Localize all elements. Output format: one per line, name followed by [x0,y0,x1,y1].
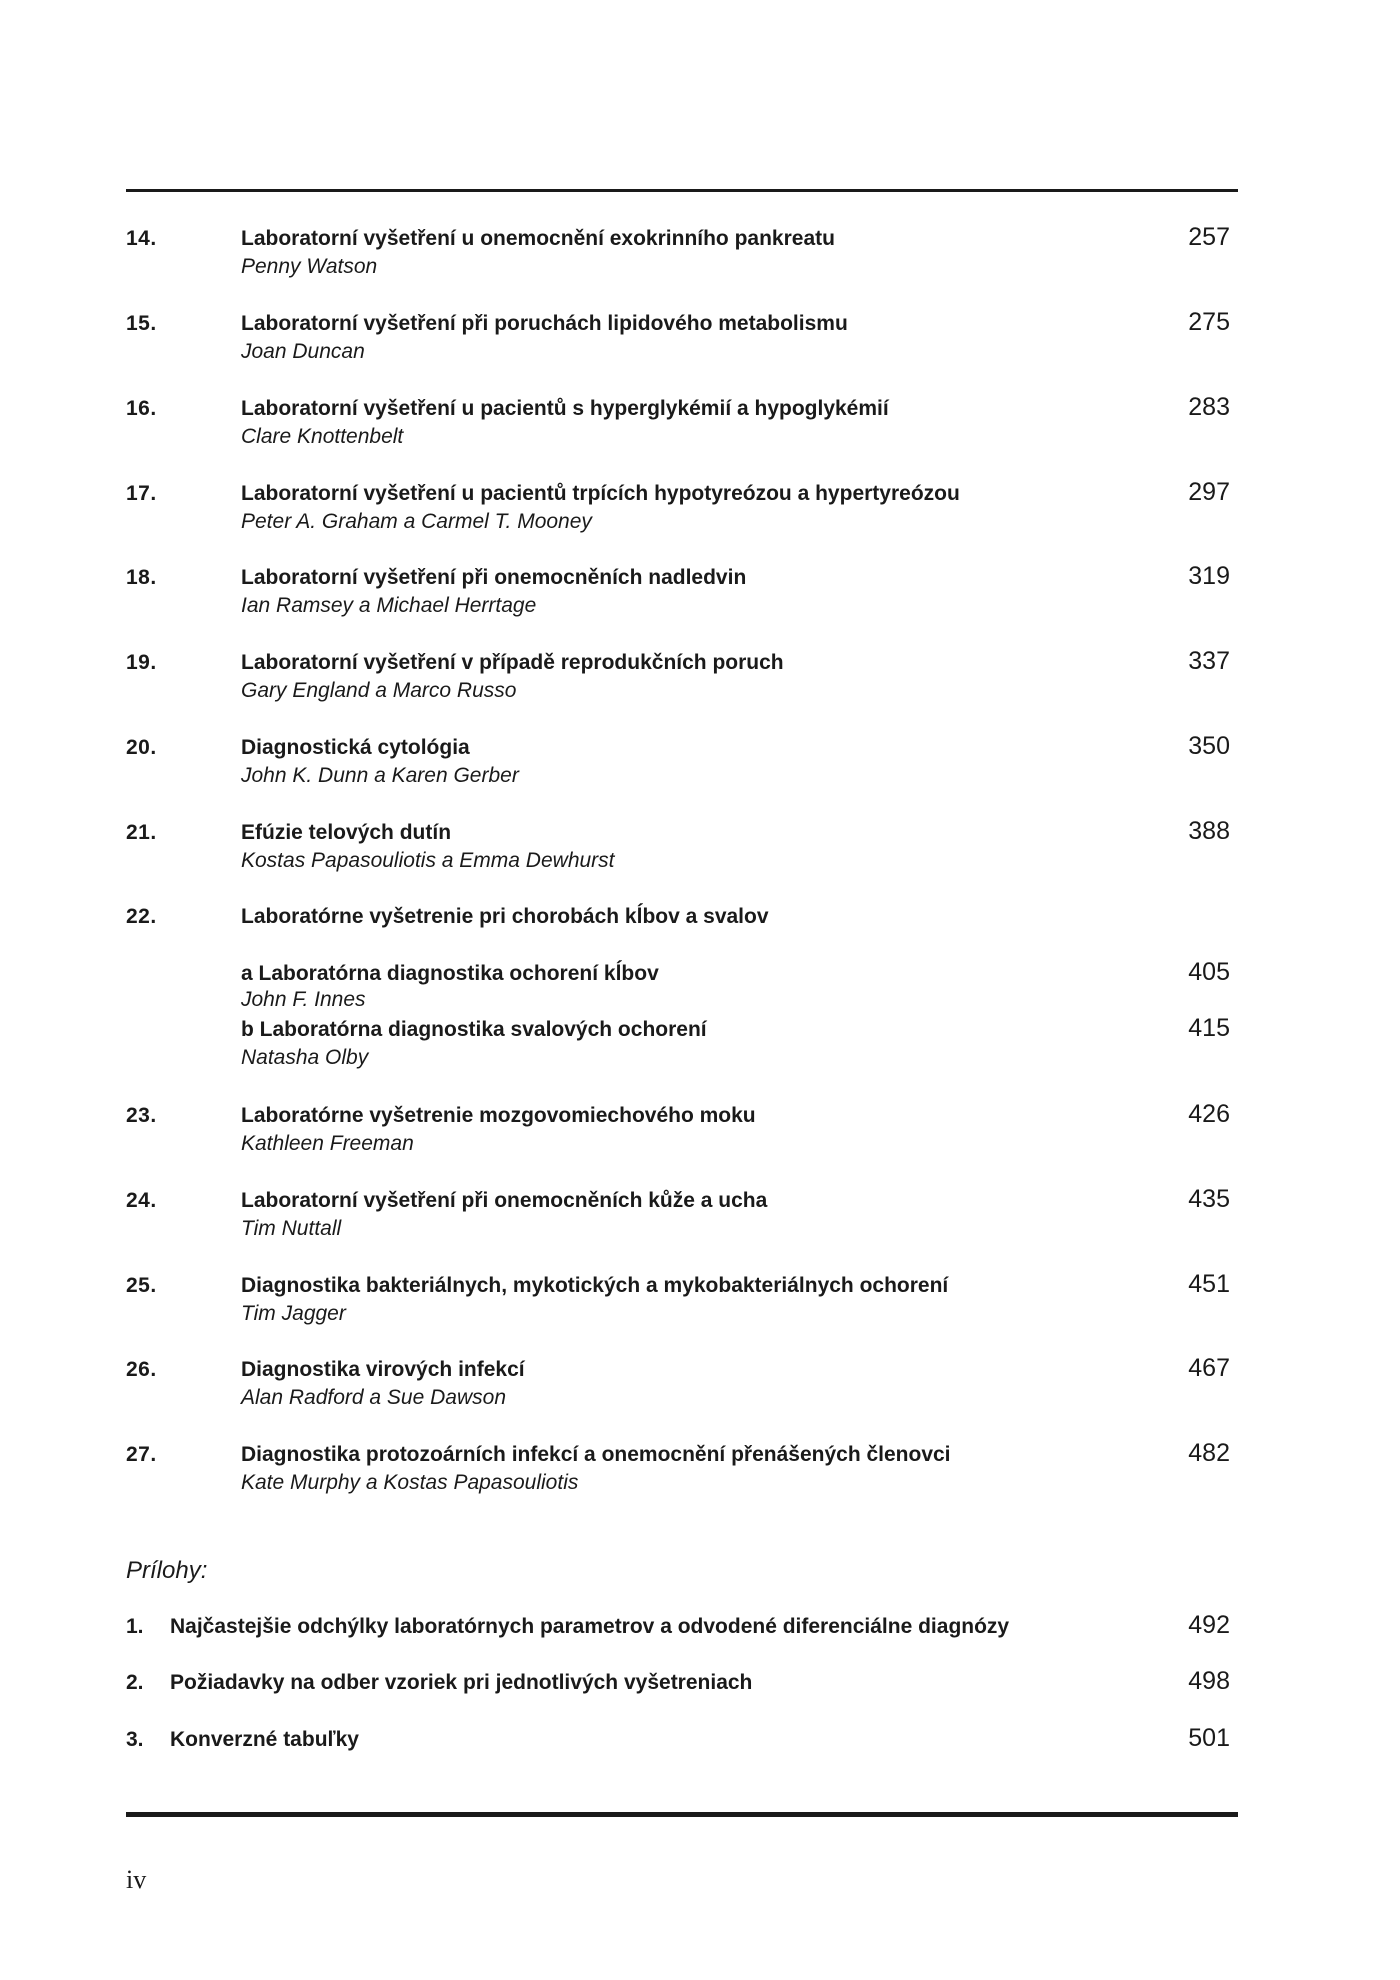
chapter-title: Diagnostika bakteriálnych, mykotických a mykobakteriálnych ochorení [241,1274,949,1297]
subchapter-page: 415 [1188,1014,1230,1042]
chapter-number: 17. [126,482,157,505]
chapter-title: Diagnostika virových infekcí [241,1358,525,1381]
chapter-number: 22. [126,905,157,928]
chapter-number: 27. [126,1443,157,1466]
toc-entry-16[interactable] [126,394,1236,464]
chapter-author: Gary England a Marco Russo [241,679,517,702]
toc-entry-19[interactable] [126,648,1236,718]
appendix-page: 501 [1188,1724,1230,1752]
appendix-title: Konverzné tabuľky [170,1728,359,1751]
chapter-title: Laboratorní vyšetření u onemocnění exokrinního pankreatu [241,227,835,250]
chapter-author: Penny Watson [241,255,378,278]
appendix-page: 492 [1188,1611,1230,1639]
chapter-page: 435 [1188,1185,1230,1213]
chapter-title: Laboratorní vyšetření při onemocněních kůže a ucha [241,1189,768,1212]
bottom-rule [126,1812,1238,1817]
chapter-author: Tim Nuttall [241,1217,342,1240]
chapter-title: Laboratorní vyšetření v případě reprodukčních poruch [241,651,784,674]
appendix-title: Požiadavky na odber vzoriek pri jednotlivých vyšetreniach [170,1671,753,1694]
chapter-title: Laboratorní vyšetření při poruchách lipidového metabolismu [241,312,848,335]
appendix-heading: Prílohy: [126,1557,208,1584]
chapter-author: Ian Ramsey a Michael Herrtage [241,594,537,617]
chapter-number: 25. [126,1274,157,1297]
appendix-number: 2. [126,1671,144,1694]
chapter-title: Laboratorní vyšetření u pacientů s hyperglykémií a hypoglykémií [241,397,889,420]
chapter-page: 297 [1188,478,1230,506]
chapter-page: 275 [1188,308,1230,336]
chapter-page: 283 [1188,393,1230,421]
page-folio: iv [126,1865,147,1894]
chapter-page: 257 [1188,223,1230,251]
chapter-page: 319 [1188,562,1230,590]
chapter-author: Joan Duncan [241,340,365,363]
chapter-number: 26. [126,1358,157,1381]
chapter-author: Clare Knottenbelt [241,425,404,448]
chapter-author: Alan Radford a Sue Dawson [241,1386,506,1409]
toc-entry-26[interactable] [126,1355,1236,1425]
chapter-title: Laboratórne vyšetrenie mozgovomiechového moku [241,1104,756,1127]
chapter-author: Peter A. Graham a Carmel T. Mooney [241,510,592,533]
chapter-author: Kate Murphy a Kostas Papasouliotis [241,1471,579,1494]
chapter-page: 388 [1188,817,1230,845]
chapter-number: 19. [126,651,157,674]
appendix-entry-2[interactable] [126,1668,1236,1702]
chapter-number: 18. [126,566,157,589]
appendix-entry-3[interactable] [126,1725,1236,1759]
chapter-title: Diagnostika protozoárních infekcí a onemocnění přenášených členovci [241,1443,951,1466]
toc-entry-20[interactable] [126,733,1236,803]
chapter-page: 426 [1188,1100,1230,1128]
appendix-number: 3. [126,1728,144,1751]
appendix-title: Najčastejšie odchýlky laboratórnych parametrov a odvodené diferenciálne diagnózy [170,1615,1010,1638]
chapter-page: 451 [1188,1270,1230,1298]
subchapter-title: b Laboratórna diagnostika svalových ochorení [241,1018,707,1041]
chapter-author: John K. Dunn a Karen Gerber [241,764,519,787]
toc-subentry-22b[interactable] [126,1015,1236,1071]
chapter-number: 15. [126,312,157,335]
subchapter-page: 405 [1188,958,1230,986]
subchapter-author: Natasha Olby [241,1046,369,1069]
chapter-number: 14. [126,227,157,250]
subchapter-author: John F. Innes [241,988,366,1011]
chapter-title: Efúzie telových dutín [241,821,452,844]
toc-entry-14[interactable] [126,224,1236,294]
chapter-title: Laboratorní vyšetření při onemocněních nadledvin [241,566,747,589]
chapter-title: Laboratórne vyšetrenie pri chorobách kĺbov a svalov [241,905,769,928]
toc-entry-23[interactable] [126,1101,1236,1171]
chapter-page: 350 [1188,732,1230,760]
toc-entry-25[interactable] [126,1271,1236,1341]
chapter-page: 467 [1188,1354,1230,1382]
chapter-number: 21. [126,821,157,844]
chapter-page: 482 [1188,1439,1230,1467]
toc-entry-18[interactable] [126,563,1236,633]
chapter-page: 337 [1188,647,1230,675]
chapter-number: 16. [126,397,157,420]
chapter-author: Kathleen Freeman [241,1132,414,1155]
appendix-number: 1. [126,1615,144,1638]
toc-entry-24[interactable] [126,1186,1236,1256]
chapter-title: Diagnostická cytológia [241,736,470,759]
appendix-entry-1[interactable] [126,1612,1236,1646]
chapter-author: Tim Jagger [241,1302,346,1325]
appendix-page: 498 [1188,1667,1230,1695]
chapter-number: 23. [126,1104,157,1127]
toc-entry-17[interactable] [126,479,1236,549]
toc-entry-27[interactable] [126,1440,1236,1510]
toc-entry-22[interactable] [126,902,1236,936]
chapter-number: 24. [126,1189,157,1212]
toc-entry-21[interactable] [126,818,1236,888]
chapter-title: Laboratorní vyšetření u pacientů trpících hypotyreózou a hypertyreózou [241,482,960,505]
toc-entry-15[interactable] [126,309,1236,379]
subchapter-title: a Laboratórna diagnostika ochorení kĺbov [241,962,659,985]
toc-subentry-22a[interactable] [126,959,1236,1015]
chapter-author: Kostas Papasouliotis a Emma Dewhurst [241,849,615,872]
top-rule [126,189,1238,192]
chapter-number: 20. [126,736,157,759]
